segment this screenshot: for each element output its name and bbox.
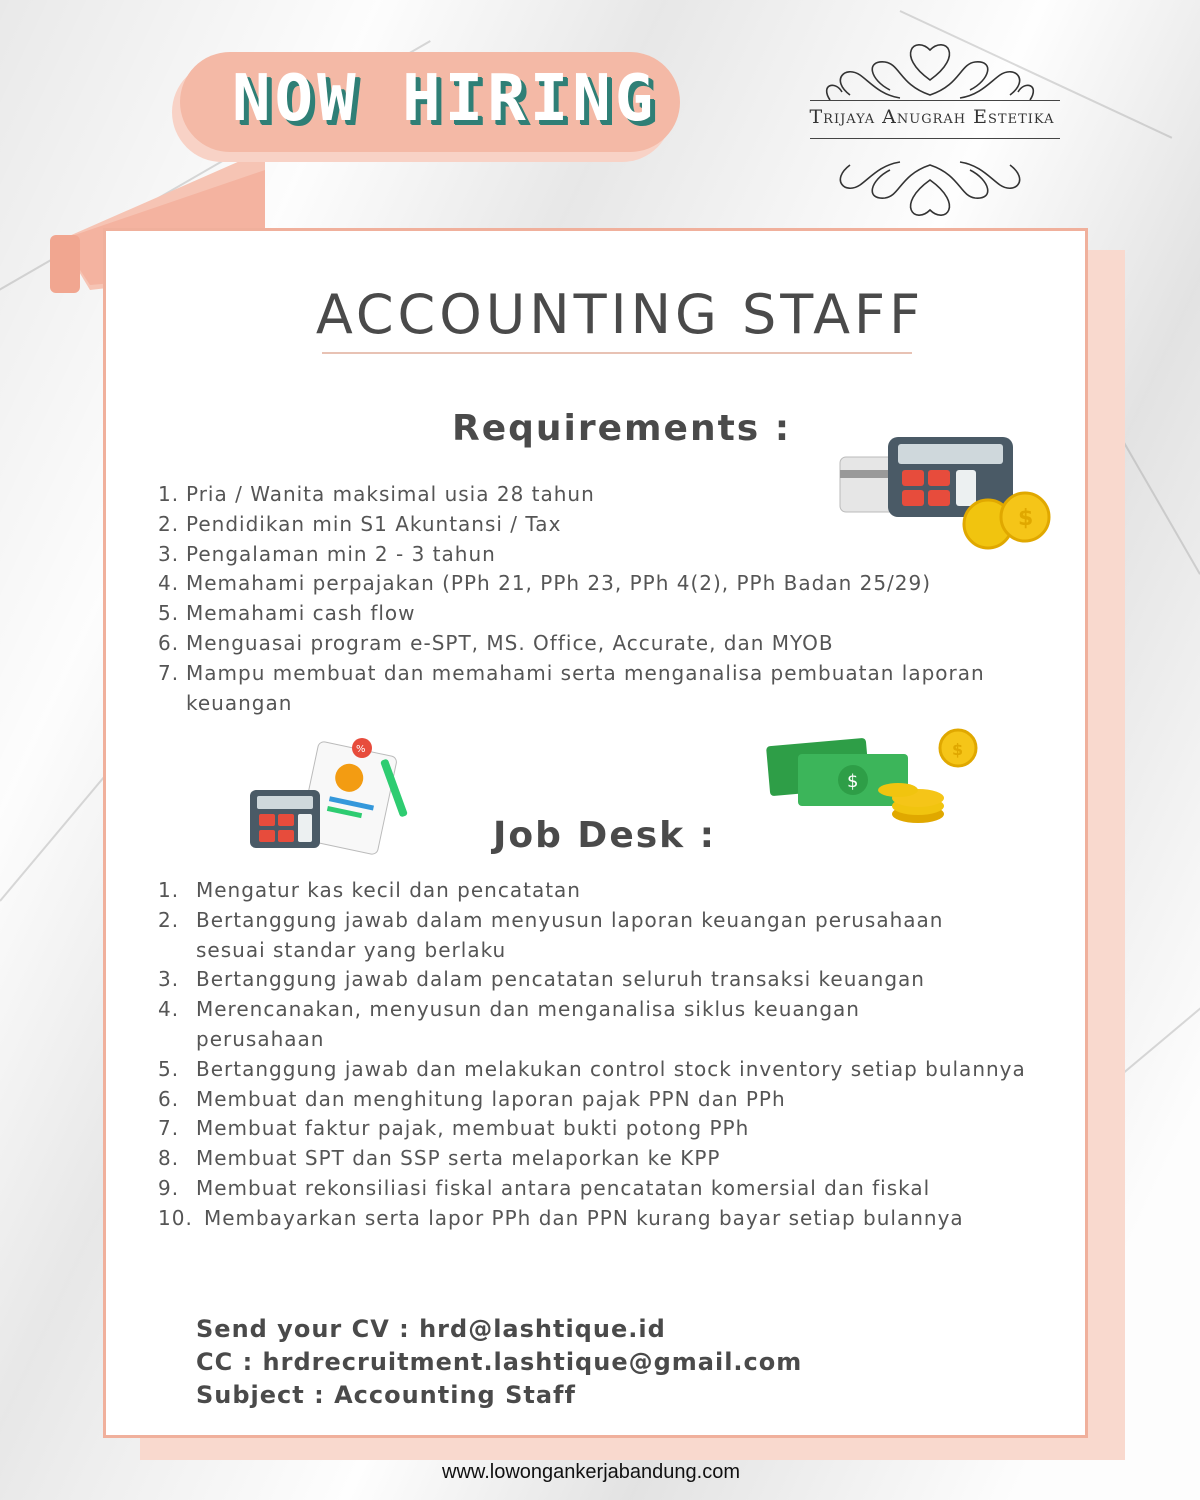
company-name: Trijaya Anugrah Estetika [809, 106, 1055, 128]
money-coins-icon [768, 732, 988, 824]
calculator-notebook-icon [250, 738, 420, 850]
list-item: 2. Pendidikan min S1 Akuntansi / Tax [158, 511, 562, 536]
list-item: 7. Membuat faktur pajak, membuat bukti potong PPh [158, 1116, 750, 1141]
list-item: 5. Memahami cash flow [158, 601, 416, 626]
list-item: 8. Membuat SPT dan SSP serta melaporkan ke KPP [158, 1146, 721, 1171]
logo-divider-bottom [810, 138, 1060, 139]
list-item: 1. Mengatur kas kecil dan pencatatan [158, 878, 581, 902]
list-item: 7. Mampu membuat dan memahami serta menganalisa pembuatan laporan keuangan [158, 660, 985, 715]
list-item: 5. Bertanggung jawab dan melakukan control stock inventory setiap bulannya [158, 1056, 1026, 1081]
jobdesk-list [158, 876, 1058, 1234]
hiring-headline: NOW HIRING [232, 62, 658, 136]
list-item: 9. Membuat rekonsiliasi fiskal antara pencatatan komersial dan fiskal [158, 1175, 931, 1200]
requirements-heading: Requirements : [452, 408, 792, 449]
jobdesk-heading: Job Desk : [493, 815, 717, 856]
logo-divider-top [810, 100, 1060, 101]
list-item: 3. Pengalaman min 2 - 3 tahun [158, 541, 496, 566]
company-logo-icon [770, 40, 1090, 220]
svg-text:$: $ [847, 771, 859, 792]
send-cv-line: Send your CV : hrd@lashtique.id [196, 1315, 666, 1343]
contact-block [196, 1313, 802, 1412]
cc-line: CC : hrdrecruitment.lashtique@gmail.com [196, 1348, 803, 1376]
list-item: 6. Membuat dan menghitung laporan pajak PPN dan PPh [158, 1086, 786, 1111]
list-item: 10. Membayarkan serta lapor PPh dan PPN kurang bayar setiap bulannya [158, 1205, 964, 1230]
list-item: 2. Bertanggung jawab dalam menyusun laporan keuangan perusahaan sesuai standar yang berlaku [158, 907, 944, 962]
title-divider [322, 352, 912, 354]
footer-url: www.lowongankerjabandung.com [442, 1461, 740, 1483]
list-item: 3. Bertanggung jawab dalam pencatatan seluruh transaksi keuangan [158, 967, 925, 992]
subject-line: Subject : Accounting Staff [196, 1381, 576, 1409]
svg-text:$: $ [1018, 506, 1034, 531]
requirements-list [158, 480, 1078, 718]
list-item: 4. Memahami perpajakan (PPh 21, PPh 23, PPh 4(2), PPh Badan 25/29) [158, 571, 932, 596]
list-item: 6. Menguasai program e-SPT, MS. Office, Accurate, dan MYOB [158, 630, 834, 655]
list-item: 1. Pria / Wanita maksimal usia 28 tahun [158, 482, 595, 506]
svg-text:%: % [356, 744, 366, 755]
job-title: ACCOUNTING STAFF [315, 283, 925, 346]
svg-text:$: $ [952, 740, 964, 759]
list-item: 4. Merencanakan, menyusun dan menganalisa siklus keuangan perusahaan [158, 997, 860, 1051]
